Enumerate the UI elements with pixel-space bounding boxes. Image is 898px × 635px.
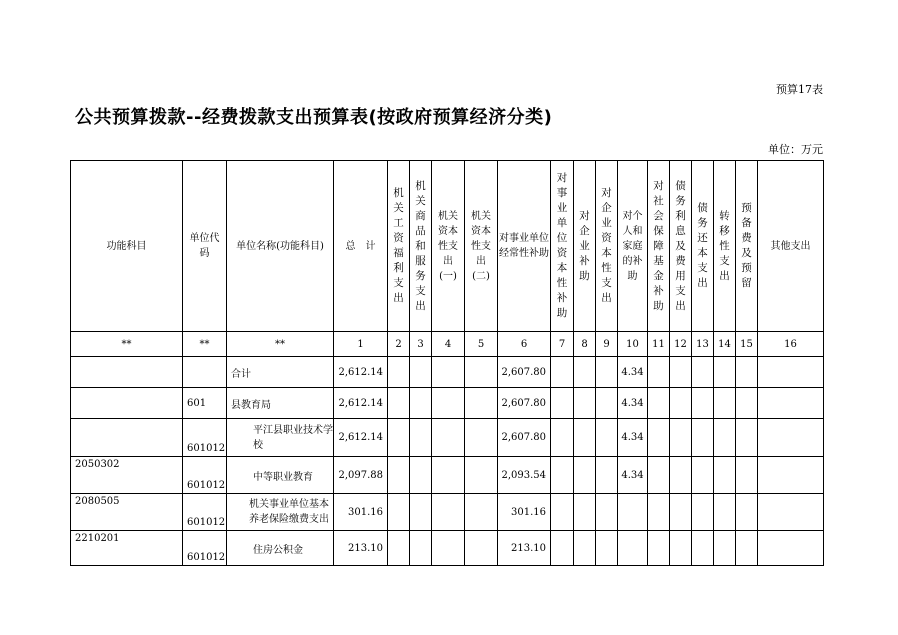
c10-cell [618, 494, 648, 531]
index-cell: 11 [648, 332, 670, 357]
total-cell: 2,097.88 [334, 457, 388, 494]
index-cell: 15 [736, 332, 758, 357]
col-6: 对事业单位经常性补助 [498, 161, 551, 332]
col-2: 机关工资福利支出 [388, 161, 410, 332]
index-cell: 16 [758, 332, 824, 357]
total-cell: 213.10 [334, 531, 388, 566]
index-cell: 8 [574, 332, 596, 357]
index-cell: ** [71, 332, 183, 357]
c6-cell: 301.16 [498, 494, 551, 531]
code-cell: 601012 [183, 457, 227, 494]
index-cell: 1 [334, 332, 388, 357]
index-cell: 2 [388, 332, 410, 357]
c10-cell: 4.34 [618, 357, 648, 388]
c10-cell: 4.34 [618, 388, 648, 419]
col-9: 对企业资本性支出 [596, 161, 618, 332]
total-cell: 2,612.14 [334, 388, 388, 419]
func-cell [71, 419, 183, 457]
table-row [71, 531, 824, 566]
budget-table [70, 160, 824, 566]
col-4: 机关资本性支出(一) [432, 161, 465, 332]
page-title: 公共预算拨款--经费拨款支出预算表(按政府预算经济分类) [75, 107, 553, 128]
func-cell: 2080505 [71, 494, 183, 531]
name-cell: 住房公积金 [227, 531, 334, 566]
index-cell: 5 [465, 332, 498, 357]
total-cell: 2,612.14 [334, 419, 388, 457]
index-cell: ** [183, 332, 227, 357]
col-5: 机关资本性支出(二) [465, 161, 498, 332]
func-cell [71, 357, 183, 388]
col-15: 预备费及预留 [736, 161, 758, 332]
total-cell: 301.16 [334, 494, 388, 531]
c6-cell: 213.10 [498, 531, 551, 566]
c6-cell: 2,093.54 [498, 457, 551, 494]
col-16: 其他支出 [758, 161, 824, 332]
col-12: 债务利息及费用支出 [670, 161, 692, 332]
index-row [71, 332, 824, 357]
index-cell: 14 [714, 332, 736, 357]
c10-cell: 4.34 [618, 457, 648, 494]
col-total: 总 计 [334, 161, 388, 332]
index-cell: 10 [618, 332, 648, 357]
func-cell: 2050302 [71, 457, 183, 494]
c6-cell: 2,607.80 [498, 357, 551, 388]
col-func: 功能科目 [71, 161, 183, 332]
c10-cell [618, 531, 648, 566]
col-3: 机关商品和服务支出 [410, 161, 432, 332]
index-cell: 3 [410, 332, 432, 357]
func-cell: 2210201 [71, 531, 183, 566]
table-row [71, 419, 824, 457]
code-cell: 601012 [183, 419, 227, 457]
name-cell: 平江县职业技术学校 [227, 419, 334, 457]
header-row [71, 161, 824, 332]
table-row [71, 457, 824, 494]
col-name: 单位名称(功能科目) [227, 161, 334, 332]
col-14: 转移性支出 [714, 161, 736, 332]
code-cell: 601012 [183, 494, 227, 531]
name-cell: 机关事业单位基本养老保险缴费支出 [227, 494, 334, 531]
index-cell: ** [227, 332, 334, 357]
index-cell: 7 [551, 332, 574, 357]
c6-cell: 2,607.80 [498, 388, 551, 419]
unit-label: 单位：万元 [768, 143, 823, 156]
index-cell: 13 [692, 332, 714, 357]
table-row [71, 388, 824, 419]
index-cell: 12 [670, 332, 692, 357]
code-cell: 601 [183, 388, 227, 419]
name-cell: 中等职业教育 [227, 457, 334, 494]
c6-cell: 2,607.80 [498, 419, 551, 457]
name-cell: 合计 [227, 357, 334, 388]
index-cell: 4 [432, 332, 465, 357]
index-cell: 9 [596, 332, 618, 357]
col-code: 单位代码 [183, 161, 227, 332]
total-cell: 2,612.14 [334, 357, 388, 388]
col-10: 对个人和家庭的补助 [618, 161, 648, 332]
code-cell [183, 357, 227, 388]
index-cell: 6 [498, 332, 551, 357]
col-13: 债务还本支出 [692, 161, 714, 332]
func-cell [71, 388, 183, 419]
table-row [71, 357, 824, 388]
col-11: 对社会保障基金补助 [648, 161, 670, 332]
col-8: 对企业补助 [574, 161, 596, 332]
code-cell: 601012 [183, 531, 227, 566]
name-cell: 县教育局 [227, 388, 334, 419]
form-number: 预算17表 [776, 83, 823, 96]
c10-cell: 4.34 [618, 419, 648, 457]
col-7: 对事业单位资本性补助 [551, 161, 574, 332]
table-row [71, 494, 824, 531]
